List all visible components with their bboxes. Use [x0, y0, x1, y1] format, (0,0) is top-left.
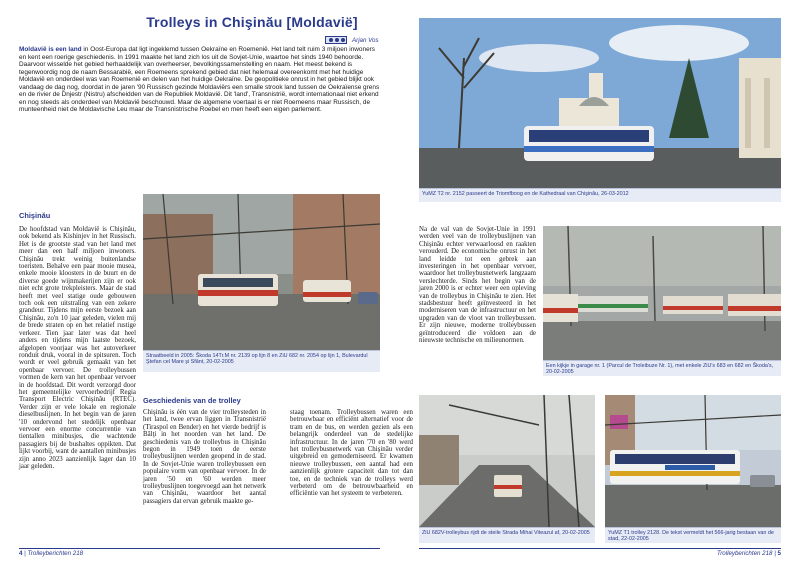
intro-lead: Moldavië is een land [19, 46, 82, 53]
author-name: Arjan Vos [352, 37, 379, 44]
photo-caption-1: YuMZ T2 nr. 2152 passeert de Triomfboog en de Kathedraal van Chişinău, 26-03-2012 [422, 191, 629, 197]
photo-yumz-t1 [605, 395, 781, 527]
intro-text: in Oost-Europa dat ligt ingeklemd tussen Oekraïne en Roemenië. Het land telt ruim 3 miljoen inwoners en kent een roerige geschiedenis. In 1991 maakte het land zich los uit de Sovjet-Unie, waartoe het sinds 1940 behoorde. Daarvoor wisselde het gebied herhaaldelijk van overheerser, bevolkingssamenstelling en naam. Het meest bekend is tegenwoordig nog de naam Bessarabië, een Roemeens sprekend gebied dat niet helemaal overeenkomt met het huidige Moldavië en onderdeel was van Roemenië en delen van het huidige Oekraïne. De geopolitieke onrust in het gebied blijkt ook vandaag de dag nog, doordat in de jaren '90 Russisch gezinde Moldaviërs een smalle strook land tussen de Oekraïense grens en de rivier de Dnjestr (Nistru) afscheidden van de Republiek Moldavië. Dit 'land', Transnistrië, wordt internationaal niet erkend en nog steeds als onderdeel van Moldavië beschouwd. Maar de algemene voertaal is er niet Roemeens maar Russisch, de munteenheid niet de Moldavische Leu maar de Transnistrische Roebel en men heeft een eigen parlement. [19, 46, 380, 114]
magazine-name-left: Trolleyberichten 218 [27, 550, 84, 557]
section-heading-chisinau: Chişinău [19, 211, 51, 220]
photo-caption-4: ZiU 682V-trolleybus rijdt de steile Strada Mihai Viteazul af, 20-02-2005 [422, 530, 590, 536]
magazine-name-right: Trolleyberichten 218 [716, 550, 773, 557]
article-column-2: Chişinău is één van de vier trolleysteden in het land, twee ervan liggen in Transnistrië (Tiraspol en Bender) en het vierde bedrijf is Bălţi in het noorden van het land. De geschiedenis van de trolleybus in Chişinău begon in 1949 toen de eerste trolleybuslijnen werden geopend in de stad. In de Sovjet-Unie waren trolleybussen een populaire vorm van openbaar vervoer. In de jaren '50 en '60 werden meer trolleybuslijnen toegevoegd aan het netwerk van Chişinău, waardoor het aantal passagiers dat ervan gebruik maakte ge- [143, 409, 266, 505]
photo-caption-2: Straatbeeld in 2005: Škoda 14Tr.M nr. 2139 op lijn 8 en ZiU 682 nr. 2054 op lijn 1, Bulevardul Ştefan cel Mare şi Sfânt, 20-02-2005 [146, 353, 368, 366]
photo-caption-3: Een kijkje in garage nr. 1 (Parcul de Troleibuze Nr. 1), met enkele ZiU's 683 en 682 en Škoda's, 20-02-2005 [546, 363, 774, 376]
photo-triumphal-arch [419, 18, 781, 188]
article-column-1: De hoofdstad van Moldavië is Chişinău, ook bekend als Kishinjev in het Russisch. Het is de grootste stad van het land met meer dan een half miljoen inwoners. Chişinău trekt weinig buitenlandse toeristen. Behalve een paar mooie musea, enkele mooie kloosters in de buurt en de diverse goede wijnmakerijen zijn er ook niet echt grote trekpleisters. Maar de stad heeft met veel statige oude gebouwen toch ook een uitstraling van een zekere grandeur. Tijdens mijn eerste bezoek aan Chişinău, zo'n 10 jaar geleden, vielen mij de brede straten op en het relatief rustige verkeer. Tien jaar later was dat heel anders en tijdens mijn laatste bezoek, afgelopen voorjaar was het autoverkeer ronduit druk, vooral in de spitsuren. Toch wordt er veel gebruik gemaakt van het openbaar vervoer. De trolleybussen vormen de kern van het openbaar vervoer in de hoofdstad. Dit wordt verzorgd door het gemeentelijke vervoerbedrijf Regia Transport Electric Chişinău (RTEC). Verder zijn er vele lokale en regionale dieselbuslijnen. In het begin van de jaren '10 ondervond het stedelijk openbaar vervoer een enorme concurrentie van tientallen minibusjes, die wachtende passagiers bij de bushaltes oppikten. Dat lijkt voorbij, want de aantallen minibusjes zijn anno 2023 aanzienlijk lager dan 10 jaar geleden. [19, 226, 136, 470]
footer-rule-right [419, 548, 781, 549]
caption-box-1 [419, 188, 781, 202]
footer-left: 4 | Trolleyberichten 218 [19, 550, 84, 557]
page-number-left: 4 [19, 550, 23, 557]
photo-caption-5: YuMZ T1 trolley 2128. De tekst vermeldt het 566-jarig bestaan van de stad, 22-02-2005 [608, 530, 774, 543]
article-column-3: staag toenam. Trolleybussen waren een betrouwbaar en efficiënt alternatief voor de tram en de bus, en werden gezien als een belangrijk onderdeel van de stedelijke infrastructuur. In de jaren '70 en '80 werd het trolleybusnetwerk van Chişinău verder uitgebreid en gemoderniseerd. Er kwamen nieuwe trolleybussen, een aantal had een aanzienlijk grotere capaciteit dan tot dan toe, en de techniek van de trolleys werd verbeterd om de betrouwbaarheid en efficiëntie van het systeem te verbeteren. [290, 409, 413, 498]
intro-paragraph [19, 46, 383, 114]
section-heading-history: Geschiedenis van de trolley [143, 396, 241, 405]
page-title: Trolleys in Chişinău [Moldavië] [146, 14, 358, 30]
photo-garage [543, 226, 781, 360]
caption-box-2 [143, 350, 380, 372]
caption-box-3 [543, 360, 781, 376]
page-number-right: 5 [777, 550, 781, 557]
photo-street-2005 [143, 194, 380, 350]
footer-right: Trolleyberichten 218 | 5 [716, 550, 781, 557]
caption-box-4 [419, 527, 595, 543]
caption-box-5 [605, 527, 781, 543]
article-column-4: Na de val van de Sovjet-Unie in 1991 werden veel van de trolleybuslijnen van Chişinău echter verwaarloosd en raakten verouderd. De economische onrust in het land leidde tot een gebrek aan investeringen in het openbaar vervoer, waardoor het trolleybusnetwerk langzaam verslechterde. Sinds het begin van de jaren 2000 is er echter weer een opleving van de trolleybus in Chişinău te zien. Het stadsbestuur heeft geïnvesteerd in het moderniseren van de infrastructuur en het upgraden van de vloot van trolleybussen. Er zijn nieuwe, moderne trolleybussen geïntroduceerd die voldoen aan de nieuwste technische en milieunormen. [419, 226, 536, 345]
footer-rule-left [19, 548, 380, 549]
photo-steep-street [419, 395, 595, 527]
camera-icon [325, 36, 347, 44]
